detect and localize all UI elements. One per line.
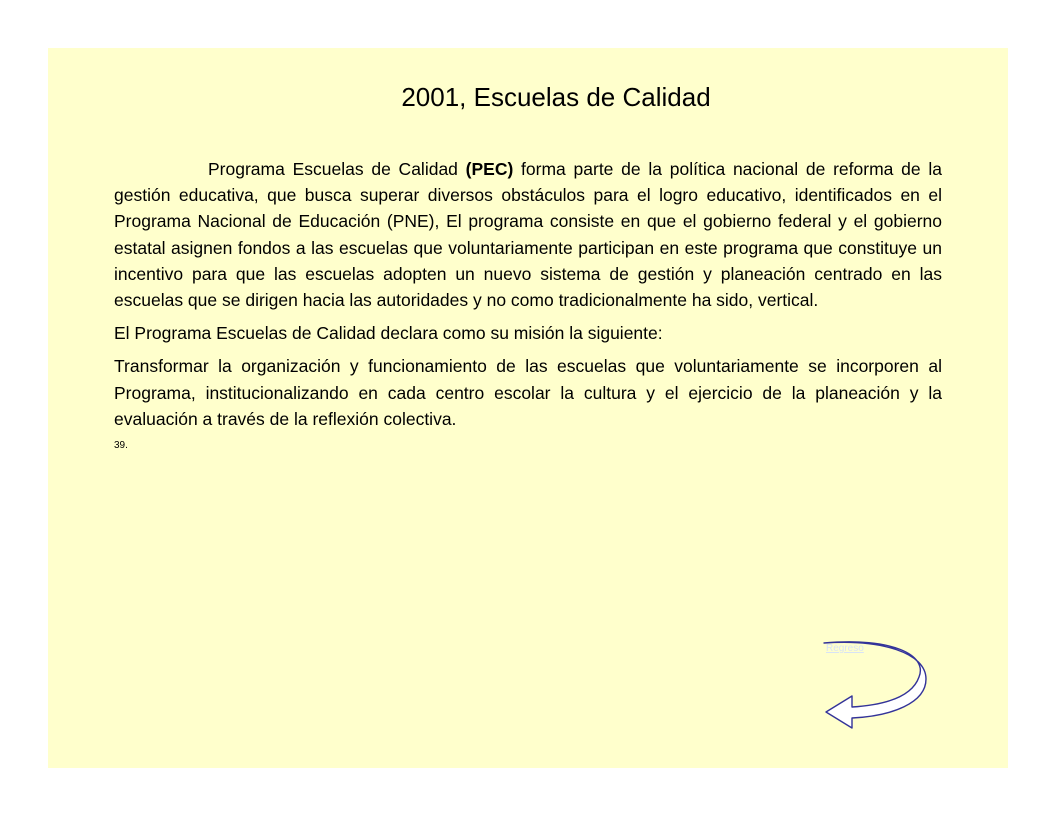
slide-title: 2001, Escuelas de Calidad xyxy=(401,82,711,112)
slide-body xyxy=(114,156,942,453)
paragraph-mission-intro: El Programa Escuelas de Calidad declara como su misión la siguiente: xyxy=(114,323,663,344)
paragraph-program-description xyxy=(114,156,942,313)
pec-acronym: (PEC) xyxy=(465,159,514,179)
paragraph-mission-statement: Transformar la organización y funcionamiento de las escuelas que voluntariamente se incorporen al Programa, institucionalizando en cada centro escolar la cultura y el ejercicio de la planeación y la evaluación a través de la reflexión colectiva. xyxy=(114,356,942,429)
return-link[interactable]: Regreso xyxy=(826,643,864,654)
slide xyxy=(48,48,1008,768)
paragraph1-text-post: forma parte de la política nacional de reforma de la gestión educativa, que busca superar diversos obstáculos para el logro educativo, identificados en el Programa Nacional de Educación (PNE), El programa consiste en que el gobierno federal y el gobierno estatal asignen fondos a las escuelas que voluntariamente participan en este programa que constituye un incentivo para que las escuelas adopten un nuevo sistema de gestión y planeación centrado en las escuelas que se dirigen hacia las autoridades y no como tradicionalmente ha sido, vertical. xyxy=(114,159,942,311)
footnote-number: 39. xyxy=(114,440,128,452)
paragraph1-text-pre: Programa Escuelas de Calidad xyxy=(208,159,466,179)
